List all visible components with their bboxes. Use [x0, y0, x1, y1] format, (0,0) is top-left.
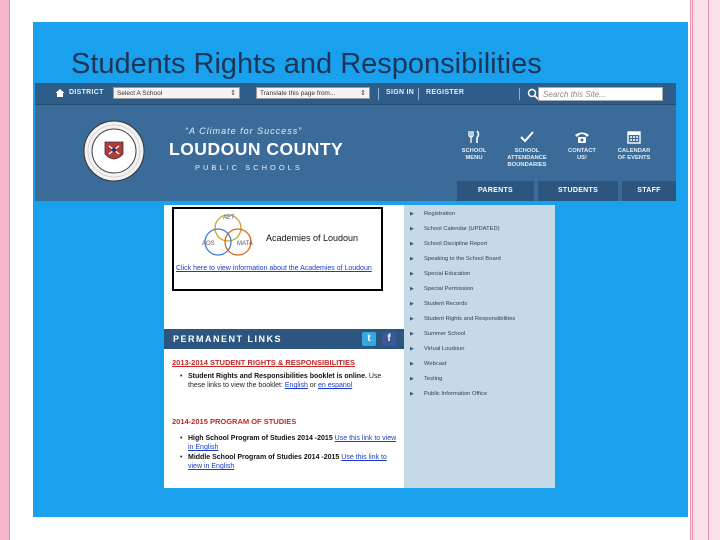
bullet-dot: • [180, 373, 183, 380]
arrow-right-icon: ▶ [410, 331, 414, 337]
program-item-title: Middle School Program of Studies 2014 -2015 [188, 454, 340, 461]
sidebar-item-public-information-office[interactable]: ▶ Public Information Office [410, 391, 488, 397]
right-border-line [708, 0, 709, 540]
tab-parents[interactable]: PARENTS [457, 181, 534, 201]
brand-subtitle: PUBLIC SCHOOLS [195, 163, 303, 172]
search-input[interactable]: Search this Site... [538, 87, 663, 101]
english-link[interactable]: English [284, 382, 308, 389]
tab-students[interactable]: STUDENTS [538, 181, 618, 201]
permanent-links-label: PERMANENT LINKS [173, 334, 283, 344]
arrow-right-icon: ▶ [410, 301, 414, 307]
top-nav-bar [35, 83, 676, 105]
arrow-right-icon: ▶ [410, 271, 414, 277]
facebook-icon[interactable]: f [382, 332, 396, 346]
program-item-title: High School Program of Studies 2014 -2015 [188, 435, 333, 442]
academies-venn-logo [194, 212, 262, 258]
sidebar-item-webcast[interactable]: ▶ Webcast [410, 361, 447, 367]
arrow-right-icon: ▶ [410, 316, 414, 322]
right-border-stripe [690, 0, 720, 540]
rights-bullet [180, 372, 398, 390]
arrow-right-icon: ▶ [410, 376, 414, 382]
bullet-dot: • [180, 435, 183, 442]
permanent-links-bar [164, 329, 404, 349]
nav-divider [418, 88, 419, 100]
bullet-dot: • [180, 454, 183, 461]
fork-knife-icon [466, 129, 482, 145]
arrow-right-icon: ▶ [410, 346, 414, 352]
tab-staff[interactable]: STAFF [622, 181, 676, 201]
district-seal-logo[interactable] [83, 120, 145, 182]
sidebar-links [404, 205, 555, 488]
school-attendance-boundaries-link[interactable]: SCHOOL ATTENDANCE BOUNDARIES [500, 129, 554, 169]
sidebar-item-special-permission[interactable]: ▶ Special Permission [410, 286, 474, 292]
telephone-icon [574, 129, 590, 145]
arrow-right-icon: ▶ [410, 256, 414, 262]
venn-label-mata: MATA [237, 241, 253, 247]
checkmark-icon [519, 129, 535, 145]
arrow-right-icon: ▶ [410, 286, 414, 292]
espanol-link[interactable]: en espanol [317, 382, 353, 389]
program-item-middle-school [180, 453, 398, 471]
brand-name[interactable]: LOUDOUN COUNTY [169, 139, 344, 159]
sidebar-item-virtual-loudoun[interactable]: ▶ Virtual Loudoun [410, 346, 465, 352]
nav-divider [378, 88, 379, 100]
contact-us-link[interactable]: CONTACT US! [555, 129, 609, 162]
arrow-right-icon: ▶ [410, 391, 414, 397]
arrow-right-icon: ▶ [410, 226, 414, 232]
sidebar-item-student-rights[interactable]: ▶ Student Rights and Responsibilities [410, 316, 516, 322]
tagline: “A Climate for Success” [185, 126, 303, 136]
arrow-right-icon: ▶ [410, 361, 414, 367]
slide-title: Students Rights and Responsibilities [71, 48, 542, 80]
academies-info-link[interactable]: Click here to view information about the Academies of Loudoun [176, 265, 372, 272]
page-content [164, 205, 555, 488]
middle-school-english-link[interactable]: Use this link to view in English [188, 454, 387, 470]
program-item-high-school [180, 434, 398, 452]
site-header [35, 83, 676, 201]
arrow-right-icon: ▶ [410, 241, 414, 247]
program-heading: 2014-2015 PROGRAM OF STUDIES [172, 417, 297, 426]
select-arrows-icon: ⇕ [230, 90, 236, 97]
sidebar-item-discipline-report[interactable]: ▶ School Discipline Report [410, 241, 488, 247]
sidebar-item-school-calendar[interactable]: ▶ School Calendar (UPDATED) [410, 226, 500, 232]
sign-in-link[interactable]: SIGN IN [386, 89, 415, 96]
calendar-icon [626, 129, 642, 145]
academies-panel[interactable] [172, 207, 383, 291]
rights-bullet-bold: Student Rights and Responsibilities booklet is online. [188, 373, 367, 380]
venn-label-aet: AET [223, 215, 235, 221]
sidebar-item-registration[interactable]: ▶ Registration [410, 211, 455, 217]
home-icon[interactable] [55, 88, 65, 98]
school-menu-link[interactable]: SCHOOL MENU [447, 129, 501, 162]
register-link[interactable]: REGISTER [426, 89, 465, 96]
sidebar-item-summer-school[interactable]: ▶ Summer School [410, 331, 466, 337]
sidebar-item-speaking-school-board[interactable]: ▶ Speaking to the School Board [410, 256, 501, 262]
arrow-right-icon: ▶ [410, 211, 414, 217]
sidebar-item-testing[interactable]: ▶ Testing [410, 376, 443, 382]
rights-heading[interactable]: 2013-2014 STUDENT RIGHTS & RESPONSIBILITIES [172, 358, 355, 367]
rights-bullet-text: Use these links to view the booklet: [188, 373, 382, 389]
select-arrows-icon: ⇕ [360, 90, 366, 97]
district-label: DISTRICT [69, 89, 104, 96]
translate-select[interactable]: Translate this page from... ⇕ [256, 87, 370, 99]
sidebar-item-special-education[interactable]: ▶ Special Education [410, 271, 471, 277]
venn-label-aos: AOS [202, 241, 215, 247]
calendar-of-events-link[interactable]: CALENDAR OF EVENTS [607, 129, 661, 162]
or-text: or [307, 382, 318, 389]
left-border-stripe [0, 0, 10, 540]
school-select[interactable]: Select A School ⇕ [113, 87, 240, 99]
nav-divider [519, 88, 520, 100]
high-school-english-link[interactable]: Use this link to view in English [188, 435, 397, 451]
sidebar-item-student-records[interactable]: ▶ Student Records [410, 301, 468, 307]
academies-title: Academies of Loudoun [266, 233, 359, 243]
twitter-icon[interactable]: t [362, 332, 376, 346]
